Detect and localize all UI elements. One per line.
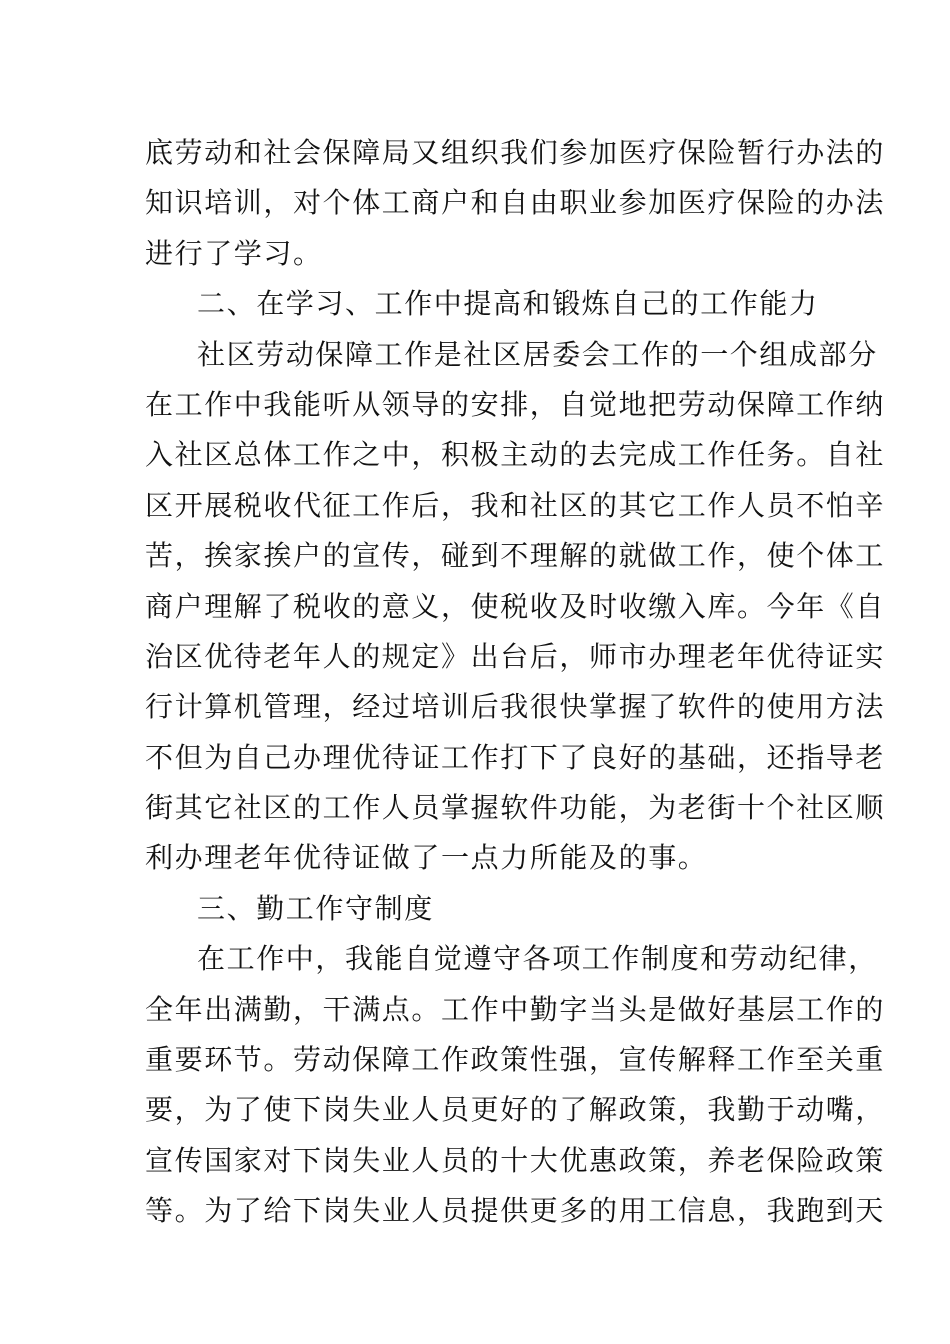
text-line: 行计算机管理，经过培训后我很快掌握了软件的使用方法 bbox=[145, 690, 886, 724]
text-line: 全年出满勤，干满点。工作中勤字当头是做好基层工作的 bbox=[145, 992, 886, 1026]
text-line: 利办理老年优待证做了一点力所能及的事。 bbox=[145, 841, 708, 875]
text-line: 治区优待老年人的规定》出台后，师市办理老年优待证实 bbox=[145, 639, 886, 673]
text-line: 在工作中我能听从领导的安排，自觉地把劳动保障工作纳 bbox=[145, 387, 886, 421]
text-line: 苦，挨家挨户的宣传，碰到不理解的就做工作，使个体工 bbox=[145, 539, 886, 573]
paragraph-start: 在工作中，我能自觉遵守各项工作制度和劳动纪律， bbox=[197, 942, 878, 976]
text-line: 等。为了给下岗失业人员提供更多的用工信息，我跑到天 bbox=[145, 1194, 886, 1228]
text-line: 入社区总体工作之中，积极主动的去完成工作任务。自社 bbox=[145, 438, 886, 472]
text-line: 底劳动和社会保障局又组织我们参加医疗保险暂行办法的 bbox=[145, 136, 886, 169]
text-line: 商户理解了税收的意义，使税收及时收缴入库。今年《自 bbox=[145, 589, 886, 623]
text-line: 区开展税收代征工作后，我和社区的其它工作人员不怕辛 bbox=[145, 488, 886, 522]
text-line: 街其它社区的工作人员掌握软件功能，为老街十个社区顺 bbox=[145, 791, 886, 825]
text-line: 要，为了使下岗失业人员更好的了解政策，我勤于动嘴， bbox=[145, 1093, 886, 1127]
text-line: 不但为自己办理优待证工作打下了良好的基础，还指导老 bbox=[145, 740, 886, 774]
text-line: 知识培训，对个体工商户和自由职业参加医疗保险的办法 bbox=[145, 186, 886, 220]
text-line: 进行了学习。 bbox=[145, 236, 323, 270]
document-body bbox=[145, 128, 886, 1237]
section-heading: 二、在学习、工作中提高和锻炼自己的工作能力 bbox=[197, 287, 819, 321]
section-heading: 三、勤工作守制度 bbox=[197, 891, 434, 925]
paragraph-start: 社区劳动保障工作是社区居委会工作的一个组成部分 bbox=[197, 337, 878, 371]
text-line: 宣传国家对下岗失业人员的十大优惠政策，养老保险政策 bbox=[145, 1143, 886, 1177]
text-line: 重要环节。劳动保障工作政策性强，宣传解释工作至关重 bbox=[145, 1043, 886, 1077]
